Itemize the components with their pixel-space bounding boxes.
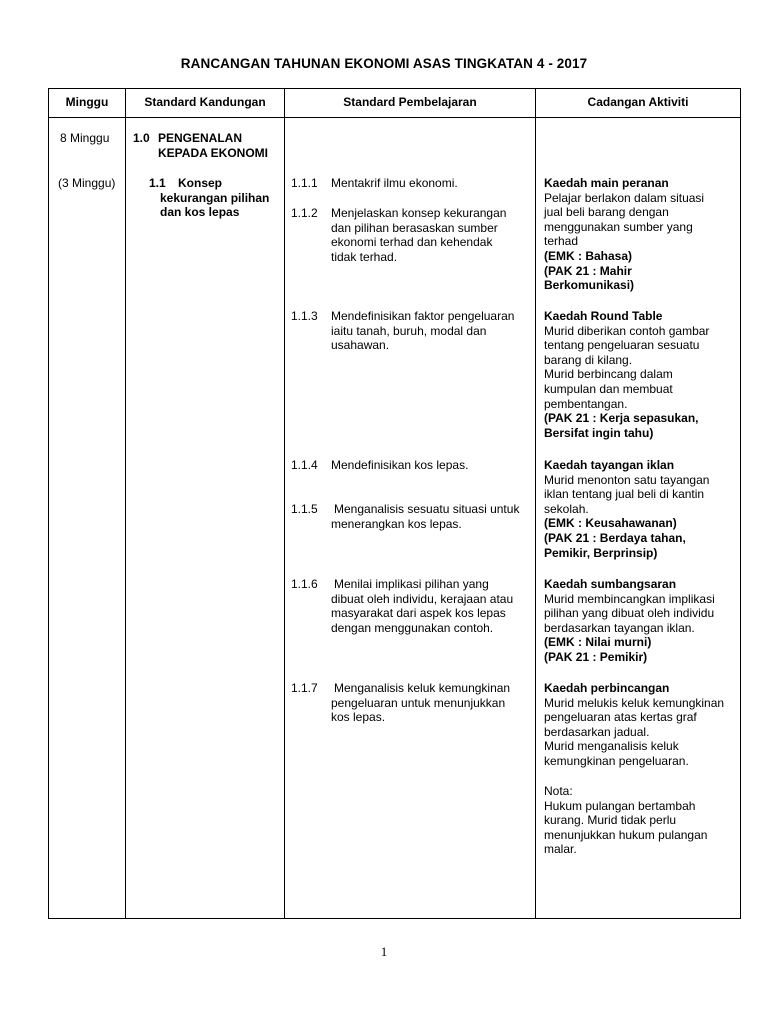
aktiviti-heading: Kaedah Round Table: [544, 309, 663, 323]
aktiviti-text: jual beli barang dengan: [544, 205, 669, 220]
aktiviti-text: berdasarkan tayangan iklan.: [544, 620, 695, 635]
aktiviti-heading: Kaedah sumbangsaran: [544, 577, 677, 591]
aktiviti-tag: (PAK 21 : Kerja sepasukan,: [544, 411, 699, 426]
aktiviti-tag: (EMK : Nilai murni): [544, 635, 652, 650]
aktiviti-text: pembentangan.: [544, 396, 628, 411]
sp-text: Menjelaskan konsep kekurangan: [331, 206, 507, 220]
aktiviti-text: pengeluaran atas kertas graf: [544, 710, 697, 725]
sp-text: dengan menggunakan contoh.: [331, 620, 494, 635]
column-divider: [284, 88, 285, 919]
aktiviti-text: Murid menonton satu tayangan: [544, 472, 710, 487]
aktiviti-text: sekolah.: [544, 501, 589, 516]
aktiviti-heading: Kaedah perbincangan: [544, 681, 670, 695]
aktiviti-text: Murid diberikan contoh gambar: [544, 323, 710, 338]
aktiviti-tag: (PAK 21 : Mahir: [544, 263, 632, 278]
sp-number: 1.1.3: [291, 309, 318, 323]
sp-text: menerangkan kos lepas.: [331, 516, 462, 531]
sp-text: kos lepas.: [331, 710, 386, 725]
aktiviti-tag: Bersifat ingin tahu): [544, 425, 654, 440]
sp-text: Mendefinisikan faktor pengeluaran: [331, 309, 515, 323]
kandungan-sub-number: 1.1: [149, 176, 166, 190]
sp-text: Mentakrif ilmu ekonomi.: [331, 176, 458, 190]
page-number: 1: [380, 944, 388, 959]
sp-text: Menganalisis keluk kemungkinan: [334, 681, 511, 695]
header-divider: [48, 117, 741, 118]
sp-text: usahawan.: [331, 338, 390, 353]
kandungan-main-title: KEPADA EKONOMI: [158, 145, 269, 160]
aktiviti-text: Murid melukis keluk kemungkinan: [544, 695, 725, 710]
sp-number: 1.1.7: [291, 681, 318, 695]
nota-text: malar.: [544, 842, 577, 857]
sp-text: dan pilihan berasaskan sumber: [331, 220, 498, 235]
header-standard-pembelajaran: Standard Pembelajaran: [343, 95, 477, 109]
aktiviti-text: pilihan yang dibuat oleh individu: [544, 606, 715, 621]
sp-text: dibuat oleh individu, kerajaan atau: [331, 591, 514, 606]
page-title: RANCANGAN TAHUNAN EKONOMI ASAS TINGKATAN 4 - 2017: [180, 56, 588, 71]
aktiviti-text: Murid berbincang dalam: [544, 367, 673, 382]
sp-text: tidak terhad.: [331, 249, 398, 264]
sp-text: Menilai implikasi pilihan yang: [334, 577, 489, 591]
aktiviti-text: Pelajar berlakon dalam situasi: [544, 190, 705, 205]
sp-text: Menganalisis sesuatu situasi untuk: [334, 502, 520, 516]
aktiviti-text: tentang pengeluaran sesuatu: [544, 338, 700, 353]
minggu-total: 8 Minggu: [60, 131, 110, 145]
header-standard-kandungan: Standard Kandungan: [144, 95, 266, 109]
aktiviti-tag: (EMK : Bahasa): [544, 249, 633, 263]
minggu-subtotal: (3 Minggu): [58, 176, 116, 190]
aktiviti-text: berdasarkan jadual.: [544, 724, 650, 739]
column-divider: [125, 88, 126, 919]
sp-text: iaitu tanah, buruh, modal dan: [331, 323, 487, 338]
aktiviti-text: kumpulan dan membuat: [544, 382, 673, 396]
sp-number: 1.1.1: [291, 176, 318, 190]
header-minggu: Minggu: [65, 95, 109, 109]
aktiviti-tag: Berkomunikasi): [544, 278, 635, 293]
aktiviti-text: kemungkinan pengeluaran.: [544, 754, 689, 768]
kandungan-sub-title: kekurangan pilihan: [160, 190, 270, 205]
aktiviti-tag: (PAK 21 : Pemikir): [544, 650, 648, 664]
sp-number: 1.1.5: [291, 502, 318, 516]
nota-text: menunjukkan hukum pulangan: [544, 827, 708, 842]
nota-text: kurang. Murid tidak perlu: [544, 813, 677, 828]
sp-text: masyarakat dari aspek kos lepas: [331, 606, 506, 621]
aktiviti-text: barang di kilang.: [544, 352, 633, 367]
sp-text: pengeluaran untuk menunjukkan: [331, 695, 506, 710]
sp-text: Mendefinisikan kos lepas.: [331, 458, 469, 472]
nota-text: Hukum pulangan bertambah: [544, 798, 696, 813]
nota-label: Nota:: [544, 784, 573, 798]
kandungan-main-number: 1.0: [133, 131, 150, 145]
aktiviti-text: Murid menganalisis keluk: [544, 739, 679, 754]
aktiviti-text: Murid membincangkan implikasi: [544, 591, 715, 606]
aktiviti-heading: Kaedah tayangan iklan: [544, 458, 675, 472]
column-divider: [535, 88, 536, 919]
sp-number: 1.1.4: [291, 458, 318, 472]
aktiviti-text: terhad: [544, 234, 579, 249]
sp-number: 1.1.2: [291, 206, 318, 220]
header-cadangan-aktiviti: Cadangan Aktiviti: [587, 95, 689, 109]
aktiviti-tag: Pemikir, Berprinsip): [544, 545, 658, 560]
aktiviti-tag: (PAK 21 : Berdaya tahan,: [544, 531, 686, 545]
kandungan-main-title: PENGENALAN: [158, 131, 243, 145]
kandungan-sub-title: dan kos lepas: [160, 205, 240, 220]
aktiviti-text: iklan tentang jual beli di kantin: [544, 487, 705, 502]
sp-text: ekonomi terhad dan kehendak: [331, 235, 493, 250]
sp-number: 1.1.6: [291, 577, 318, 591]
aktiviti-heading: Kaedah main peranan: [544, 176, 669, 190]
kandungan-sub-title: Konsep: [178, 176, 223, 190]
aktiviti-tag: (EMK : Keusahawanan): [544, 516, 677, 531]
aktiviti-text: menggunakan sumber yang: [544, 219, 693, 234]
